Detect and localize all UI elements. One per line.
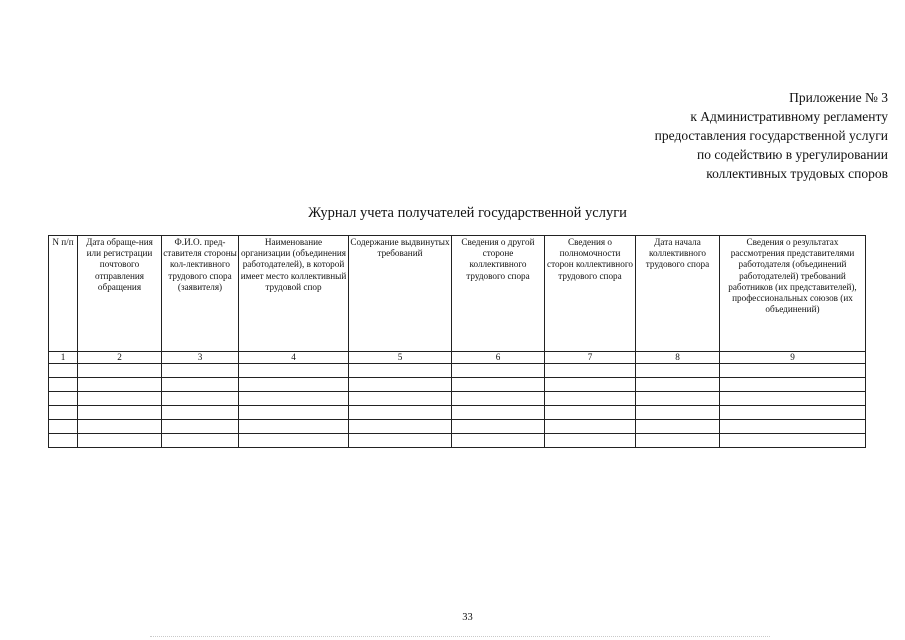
header-cell: Наименование организации (объединения работодателей), в которой имеет место коллективный трудовой спор [239,236,349,352]
table-cell [239,434,349,448]
journal-title: Журнал учета получателей государственной услуги [308,205,627,221]
appendix-line: коллективных трудовых споров [706,166,888,181]
table-cell [49,406,78,420]
table-cell [452,406,545,420]
column-number: 2 [78,352,162,364]
table-cell [349,378,452,392]
table-cell [349,364,452,378]
column-number-row [49,352,866,364]
column-number: 9 [720,352,866,364]
table-cell [349,406,452,420]
table-cell [49,378,78,392]
table-cell [162,392,239,406]
table-cell [720,364,866,378]
table-cell [49,364,78,378]
table-cell [545,392,636,406]
table-cell [636,420,720,434]
table-cell [162,406,239,420]
page-number: 33 [462,612,473,623]
appendix-line: по содействию в урегулировании [697,147,888,162]
table-row [49,434,866,448]
table-cell [349,392,452,406]
table-cell [452,420,545,434]
column-number: 3 [162,352,239,364]
column-number: 1 [49,352,78,364]
table-cell [720,392,866,406]
table-cell [49,420,78,434]
table-cell [636,364,720,378]
table-row [49,406,866,420]
scan-artifact-line [150,636,770,638]
table-cell [78,392,162,406]
column-number: 8 [636,352,720,364]
header-row [49,236,866,352]
header-cell: Ф.И.О. пред-ставителя стороны кол-лективного трудового спора (заявителя) [162,236,239,352]
table-cell [452,364,545,378]
table-cell [636,392,720,406]
column-number: 6 [452,352,545,364]
table-cell [452,392,545,406]
journal-table [48,235,866,448]
table-cell [720,434,866,448]
column-number: 4 [239,352,349,364]
table-cell [349,420,452,434]
table-cell [239,392,349,406]
table-cell [239,364,349,378]
header-cell: Сведения о полномочности сторон коллективного трудового спора [545,236,636,352]
table-cell [636,406,720,420]
table-cell [349,434,452,448]
table-row [49,378,866,392]
table-cell [162,364,239,378]
appendix-block [655,88,888,183]
table-cell [545,378,636,392]
table-cell [720,420,866,434]
table-cell [162,420,239,434]
appendix-line: предоставления государственной услуги [654,128,888,143]
table-cell [636,434,720,448]
appendix-line: к Административному регламенту [690,109,888,124]
header-cell: Сведения о другой стороне коллективного трудового спора [452,236,545,352]
table-cell [78,420,162,434]
header-cell: Содержание выдвинутых требований [349,236,452,352]
table-cell [720,406,866,420]
table-cell [720,378,866,392]
table-cell [239,378,349,392]
table-cell [78,434,162,448]
table-cell [78,406,162,420]
table-cell [239,406,349,420]
header-cell: Сведения о результатах рассмотрения представителями работодателя (объединений работодателей) требований работников (их представителей), профессиональных союзов (их объединений) [720,236,866,352]
table-row [49,364,866,378]
table-cell [636,378,720,392]
header-cell: Дата начала коллективного трудового спора [636,236,720,352]
header-cell: N п/п [49,236,78,352]
table-row [49,420,866,434]
header-cell: Дата обраще-ния или регистрации почтового отправления обращения [78,236,162,352]
journal-body [49,364,866,448]
table-cell [452,378,545,392]
table-cell [545,420,636,434]
column-number: 5 [349,352,452,364]
table-row [49,392,866,406]
table-cell [452,434,545,448]
table-cell [49,392,78,406]
table-cell [545,434,636,448]
column-number: 7 [545,352,636,364]
appendix-line: Приложение № 3 [789,90,888,105]
table-cell [545,406,636,420]
table-cell [239,420,349,434]
table-cell [49,434,78,448]
table-cell [162,378,239,392]
table-cell [162,434,239,448]
table-cell [78,378,162,392]
table-cell [545,364,636,378]
table-cell [78,364,162,378]
